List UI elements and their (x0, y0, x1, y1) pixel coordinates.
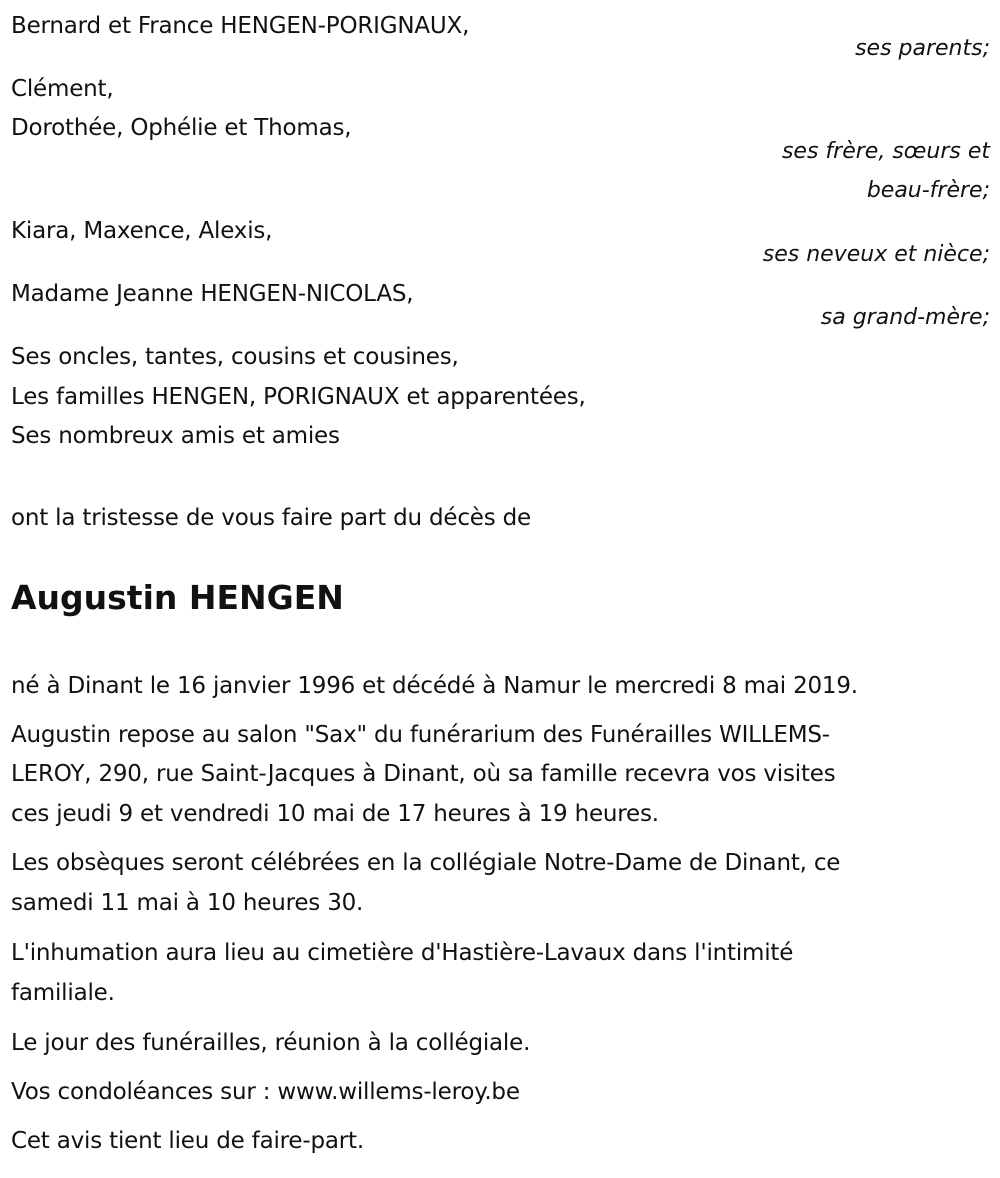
meeting: Le jour des funérailles, réunion à la collégiale. (11, 1030, 531, 1056)
parents-relation: ses parents; (855, 36, 990, 61)
parents-names: Bernard et France HENGEN-PORIGNAUX, (11, 13, 470, 39)
deceased-name: Augustin HENGEN (11, 578, 344, 617)
grandmother-relation: sa grand-mère; (820, 305, 990, 330)
grandmother-name: Madame Jeanne HENGEN-NICOLAS, (11, 281, 414, 307)
condolences-link[interactable]: www.willems-leroy.be (277, 1079, 520, 1105)
nephews-names: Kiara, Maxence, Alexis, (11, 218, 273, 244)
visitation-line-1: Augustin repose au salon "Sax" du funérarium des Funérailles WILLEMS- (11, 722, 830, 748)
burial-line-1: L'inhumation aura lieu au cimetière d'Hastière-Lavaux dans l'intimité (11, 940, 794, 966)
notice: Cet avis tient lieu de faire-part. (11, 1128, 364, 1154)
families: Les familles HENGEN, PORIGNAUX et apparentées, (11, 384, 586, 410)
condolences-label: Vos condoléances sur : (11, 1079, 278, 1105)
visitation-line-2: LEROY, 290, rue Saint-Jacques à Dinant, où sa famille recevra vos visites (11, 761, 836, 787)
siblings-names: Dorothée, Ophélie et Thomas, (11, 115, 352, 141)
burial-line-2: familiale. (11, 980, 115, 1006)
visitation-line-3: ces jeudi 9 et vendredi 10 mai de 17 heures à 19 heures. (11, 801, 659, 827)
funeral-line-2: samedi 11 mai à 10 heures 30. (11, 890, 364, 916)
extended-family: Ses oncles, tantes, cousins et cousines, (11, 344, 459, 370)
sibling-name: Clément, (11, 76, 114, 102)
birth-death: né à Dinant le 16 janvier 1996 et décédé à Namur le mercredi 8 mai 2019. (11, 673, 858, 699)
announcement: ont la tristesse de vous faire part du décès de (11, 505, 531, 531)
siblings-relation-cont: beau-frère; (866, 178, 990, 203)
siblings-relation: ses frère, sœurs et (781, 139, 990, 164)
friends: Ses nombreux amis et amies (11, 423, 340, 449)
nephews-relation: ses neveux et nièce; (762, 242, 990, 267)
condolences (11, 1077, 520, 1107)
funeral-line-1: Les obsèques seront célébrées en la collégiale Notre-Dame de Dinant, ce (11, 850, 841, 876)
